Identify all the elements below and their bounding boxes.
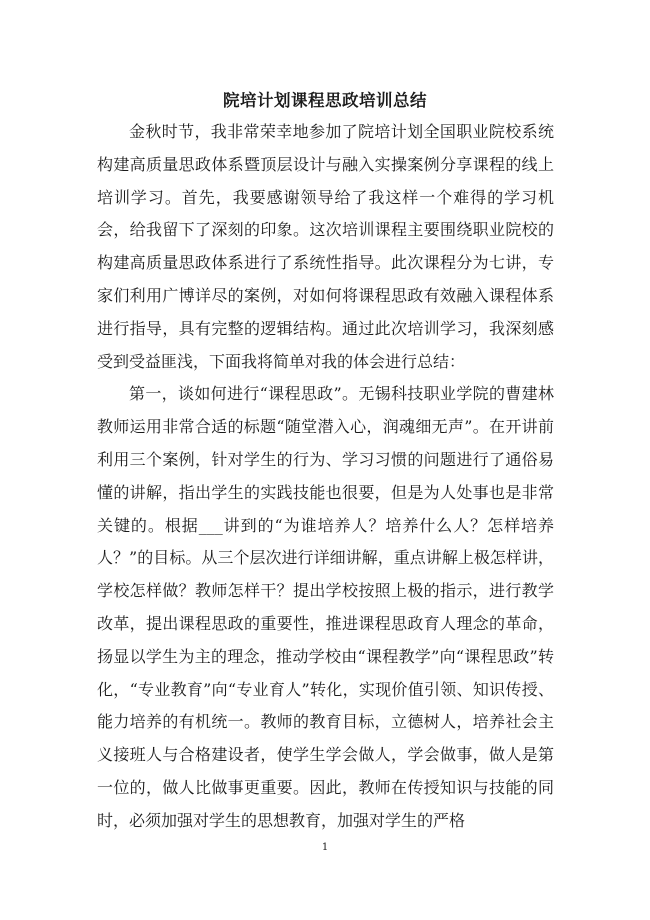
document-title: 院培计划课程思政培训总结 — [223, 91, 427, 110]
document-body — [97, 116, 554, 838]
page-number: 1 — [321, 842, 329, 853]
paragraph-intro: 金秋时节，我非常荣幸地参加了院培计划全国职业院校系统构建高质量思政体系暨顶层设计与融入实操案例分享课程的线上培训学习。首先，我要感谢领导给了我这样一个难得的学习机会，给我留下了深刻的印象。这次培训课程主要围绕职业院校的构建高质量思政体系进行了系统性指导。此次课程分为七讲，专家们利用广博详尽的案例，对如何将课程思政有效融入课程体系进行指导，具有完整的逻辑结构。通过此次培训学习，我深刻感受到受益匪浅，下面我将简单对我的体会进行总结： — [97, 122, 554, 371]
paragraph-first-point: 第一，谈如何进行“课程思政”。无锡科技职业学院的曹建林教师运用非常合适的标题“随堂潜入心，润魂细无声”。在开讲前利用三个案例，针对学生的行为、学习习惯的问题进行了通俗易懂的讲解，指出学生的实践技能也很要，但是为人处事也是非常关键的。根据___讲到的“为谁培养人？培养什么人？怎样培养人？”的目标。从三个层次进行详细讲解，重点讲解上极怎样讲，学校怎样做？教师怎样干？提出学校按照上极的指示，进行教学改革，提出课程思政的重要性，推进课程思政育人理念的革命，扬显以学生为主的理念，推动学校由“课程教学”向“课程思政”转化，“专业教育”向“专业育人”转化，实现价值引领、知识传授、能力培养的有机统一。教师的教育目标，立德树人，培养社会主义接班人与合格建设者，使学生学会做人，学会做事，做人是第一位的，做人比做事更重要。因此，教师在传授知识与技能的同时，必须加强对学生的思想教育，加强对学生的严格 — [97, 384, 554, 830]
